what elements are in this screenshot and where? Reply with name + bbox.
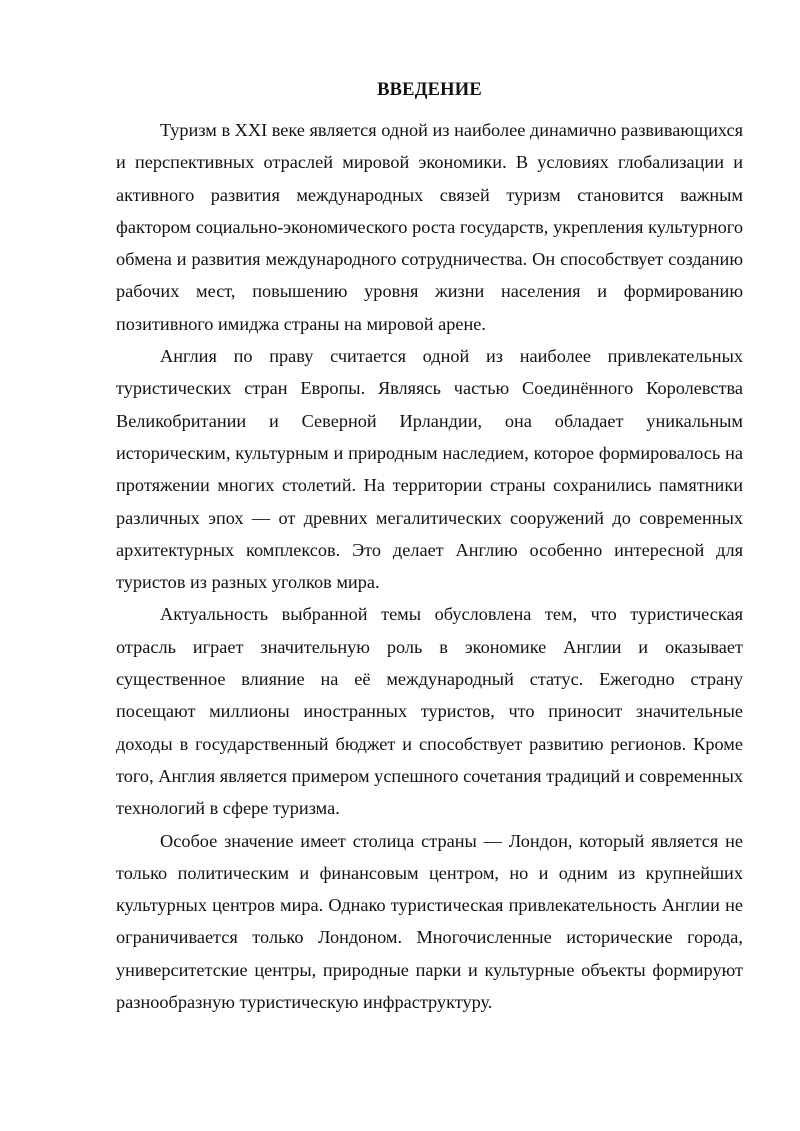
- paragraph-london: Особое значение имеет столица страны — Лондон, который является не только политическим и финансовым центром, но и одним из крупнейших культурных центров мира. Однако туристическая привлекательность Англии не ограничивается только Лондоном. Многочисленные исторические города, университетские центры, природные парки и культурные объекты формируют разнообразную туристическую инфраструктуру.: [116, 830, 743, 1013]
- paragraph-england: Англия по праву считается одной из наиболее привлекательных туристических стран Европы. Являясь частью Соединённого Королевства Великобритании и Северной Ирландии, она обладает уникальным историческим, культурным и природным наследием, которое формировалось на протяжении многих столетий. На территории страны сохранились памятники различных эпох — от древних мегалитических сооружений до современных архитектурных комплексов. Это делает Англию особенно интересной для туристов из разных уголков мира.: [116, 346, 743, 593]
- paragraph-intro: Туризм в XXI веке является одной из наиболее динамично развивающихся и перспективных отраслей мировой экономики. В условиях глобализации и активного развития международных связей туризм становится важным фактором социально-экономического роста государств, укрепления культурного обмена и развития международного сотрудничества. Он способствует созданию рабочих мест, повышению уровня жизни населения и формированию позитивного имиджа страны на мировой арене.: [116, 120, 743, 334]
- paragraph-relevance: Актуальность выбранной темы обусловлена тем, что туристическая отрасль играет значительную роль в экономике Англии и оказывает существенное влияние на её международный статус. Ежегодно страну посещают миллионы иностранных туристов, что приносит значительные доходы в государственный бюджет и способствует развитию регионов. Кроме того, Англия является примером успешного сочетания традиций и современных технологий в сфере туризма.: [116, 604, 743, 819]
- section-heading: ВВЕДЕНИЕ: [377, 80, 482, 100]
